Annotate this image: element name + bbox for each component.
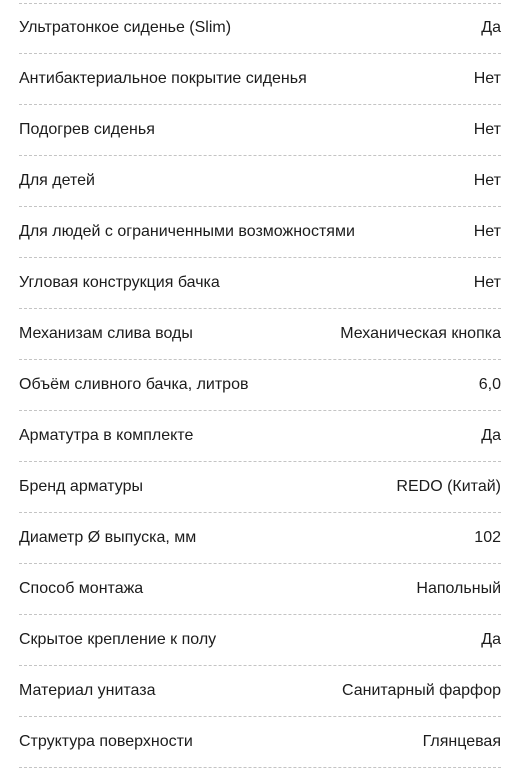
spec-label: Структура поверхности (19, 733, 193, 750)
spec-row (19, 666, 501, 717)
spec-row (19, 3, 501, 54)
spec-row (19, 207, 501, 258)
spec-row (19, 411, 501, 462)
spec-row (19, 309, 501, 360)
spec-label: Антибактериальное покрытие сиденья (19, 70, 307, 87)
spec-value: Нет (473, 70, 501, 87)
spec-label: Материал унитаза (19, 682, 156, 699)
spec-label: Механизам слива воды (19, 325, 193, 342)
spec-label: Угловая конструкция бачка (19, 274, 220, 291)
spec-value: 6,0 (478, 376, 501, 393)
spec-row (19, 717, 501, 768)
spec-label: Способ монтажа (19, 580, 144, 597)
spec-value: Санитарный фарфор (342, 682, 501, 699)
spec-value: Механическая кнопка (340, 325, 501, 342)
spec-row (19, 156, 501, 207)
spec-value: Да (481, 631, 501, 648)
spec-value: Нет (473, 172, 501, 189)
spec-label: Объём сливного бачка, литров (19, 376, 249, 393)
spec-row (19, 615, 501, 666)
spec-value: Напольный (416, 580, 501, 597)
spec-label: Бренд арматуры (19, 478, 143, 495)
spec-label: Арматутра в комплекте (19, 427, 194, 444)
spec-value: Да (481, 427, 501, 444)
spec-label: Подогрев сиденья (19, 121, 155, 138)
spec-label: Диаметр Ø выпуска, мм (19, 529, 197, 546)
spec-row (19, 360, 501, 411)
spec-row (19, 54, 501, 105)
spec-label: Для людей с ограниченными возможностями (19, 223, 355, 240)
spec-label: Скрытое крепление к полу (19, 631, 217, 648)
spec-row (19, 105, 501, 156)
spec-value: Нет (473, 121, 501, 138)
spec-value: Глянцевая (422, 733, 501, 750)
spec-label: Для детей (19, 172, 95, 189)
spec-value: Нет (473, 223, 501, 240)
spec-value: Да (481, 19, 501, 36)
spec-row (19, 258, 501, 309)
spec-row (19, 513, 501, 564)
spec-label: Ультратонкое сиденье (Slim) (19, 19, 232, 36)
spec-value: 102 (474, 529, 501, 546)
spec-row (19, 564, 501, 615)
spec-value: Нет (473, 274, 501, 291)
spec-value: REDO (Китай) (396, 478, 501, 495)
spec-row (19, 462, 501, 513)
